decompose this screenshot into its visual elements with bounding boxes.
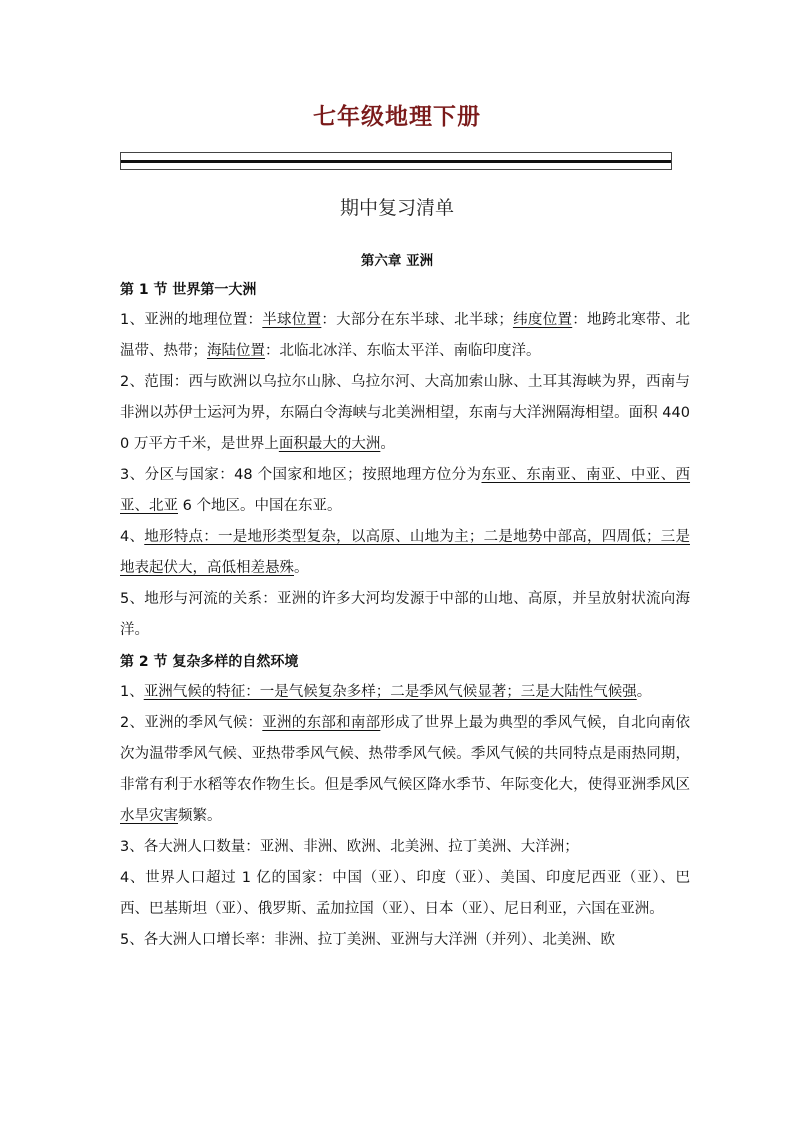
underlined-text: 地形特点：一是地形类型复杂，以高原、山地为主；二是地势中部高，四周低；三是地表起伏大，高低相差悬殊 xyxy=(120,529,690,576)
underlined-text: 海陆位置 xyxy=(207,343,265,359)
text-run: 2、范围：西与欧洲以乌拉尔山脉、乌拉尔河、大高加索山脉、土耳其海峡为界，西南与非洲以苏伊士运河为界，东隔白令海峡与北美洲相望，东南与大洋洲隔海相望。面积 4400 万平方千米，是世界上 xyxy=(120,374,690,452)
document-subtitle: 期中复习清单 xyxy=(339,197,454,219)
text-run: ：北临北冰洋、东临太平洋、南临印度洋。 xyxy=(265,343,541,359)
paragraph xyxy=(120,522,690,584)
text-run: 5、各大洲人口增长率：非洲、拉丁美洲、亚洲与大洋洲（并列）、北美洲、欧 xyxy=(120,932,615,948)
paragraph xyxy=(120,677,690,708)
text-run: 3、分区与国家：48 个国家和地区；按照地理方位分为 xyxy=(120,467,482,483)
text-run: 6 个地区。中国在东亚。 xyxy=(178,498,342,514)
section-heading: 第 2 节 复杂多样的自然环境 xyxy=(120,654,299,670)
text-run: 3、各大洲人口数量：亚洲、非洲、欧洲、北美洲、拉丁美洲、大洋洲； xyxy=(120,839,579,855)
underlined-text: 面积最大的大洲 xyxy=(278,436,381,452)
text-run: ：大部分在东半球、北半球； xyxy=(321,312,513,328)
underlined-text: 东亚、东南亚、南亚、中亚、西亚、北亚 xyxy=(120,467,691,514)
text-run: 频繁。 xyxy=(178,808,222,824)
text-run: 形成了世界上最为典型的季风气候，自北向南依次为温带季风气候、亚热带季风气候、热带季风气候。季风气候的共同特点是雨热同期，非常有利于水稻等农作物生长。但是季风气候区降水季节、年际变化大，使得亚洲季风区 xyxy=(120,715,690,793)
underlined-text: 半球位置 xyxy=(262,312,322,328)
paragraph xyxy=(120,925,690,956)
title-divider xyxy=(120,152,672,170)
text-run: 2、亚洲的季风气候： xyxy=(120,715,263,731)
underlined-text: 水旱灾害 xyxy=(120,808,178,824)
section-heading: 第 1 节 世界第一大洲 xyxy=(120,282,257,298)
text-run: 1、 xyxy=(120,684,144,700)
text-run: 。 xyxy=(380,436,395,452)
document-title: 七年级地理下册 xyxy=(313,104,481,130)
document-body xyxy=(120,278,690,956)
text-run: 4、 xyxy=(120,529,145,545)
text-run: 5、地形与河流的关系：亚洲的许多大河均发源于中部的山地、高原，并呈放射状流向海洋。 xyxy=(120,591,690,638)
text-run: 。 xyxy=(294,560,309,576)
paragraph xyxy=(120,460,690,522)
divider-bar xyxy=(121,160,671,163)
text-run: 4、世界人口超过 1 亿的国家：中国（亚）、印度（亚）、美国、印度尼西亚（亚）、巴西、巴基斯坦（亚）、俄罗斯、孟加拉国（亚）、日本（亚）、尼日利亚，六国在亚洲。 xyxy=(120,870,690,917)
text-run: ：地跨北寒带、北温带、热带； xyxy=(120,312,691,359)
underlined-text: 纬度位置 xyxy=(512,312,573,328)
paragraph xyxy=(120,367,690,460)
chapter-heading: 第六章 亚洲 xyxy=(360,253,434,269)
paragraph xyxy=(120,708,690,832)
paragraph xyxy=(120,584,690,646)
text-run: 。 xyxy=(636,684,652,700)
paragraph xyxy=(120,863,690,925)
underlined-text: 亚洲的东部和南部 xyxy=(262,715,381,731)
paragraph xyxy=(120,832,690,863)
text-run: 1、亚洲的地理位置： xyxy=(120,312,263,328)
paragraph xyxy=(120,305,690,367)
underlined-text: 亚洲气候的特征：一是气候复杂多样；二是季风气候显著；三是大陆性气候强 xyxy=(143,684,637,700)
